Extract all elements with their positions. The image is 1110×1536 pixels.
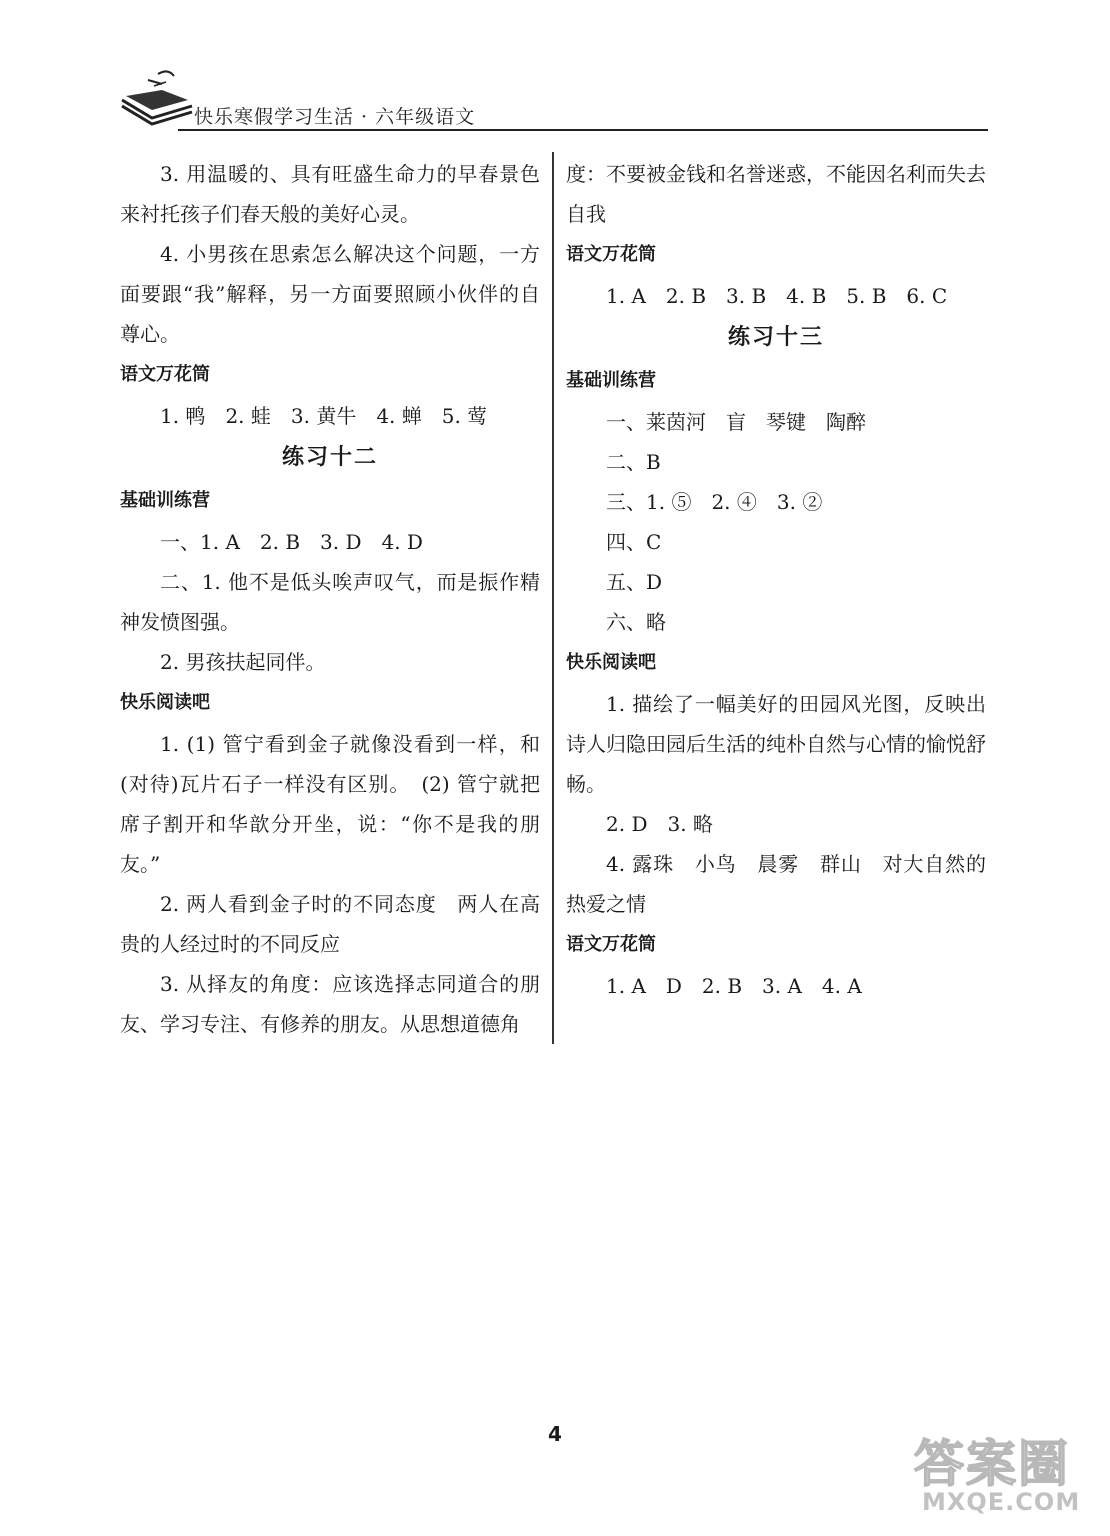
section-heading: 语文万花筒 xyxy=(566,244,656,265)
page-header xyxy=(118,66,988,136)
answer-paragraph: 六、略 xyxy=(606,610,666,634)
page-number: 4 xyxy=(548,1422,562,1446)
watermark-top-text: 答案圈 xyxy=(914,1435,1070,1493)
exercise-title: 练习十三 xyxy=(727,325,824,350)
exercise-title: 练习十二 xyxy=(281,445,378,470)
answer-paragraph: 四、C xyxy=(606,530,662,554)
watermark-logo xyxy=(904,1418,1094,1528)
watermark-bottom-text: MXQE.COM xyxy=(922,1488,1081,1516)
left-column xyxy=(120,154,540,1044)
answer-paragraph: 2. 两人看到金子时的不同态度 两人在高贵的人经过时的不同反应 xyxy=(120,892,540,956)
column-divider xyxy=(552,152,554,1044)
answer-paragraph: 1. A D 2. B 3. A 4. A xyxy=(606,974,862,998)
section-heading: 快乐阅读吧 xyxy=(120,692,210,713)
answer-paragraph: 五、D xyxy=(606,570,663,594)
section-heading: 语文万花筒 xyxy=(120,364,210,385)
answer-paragraph: 4. 小男孩在思索怎么解决这个问题，一方面要跟“我”解释，另一方面要照顾小伙伴的自尊心。 xyxy=(120,242,540,346)
answer-paragraph: 1. 描绘了一幅美好的田园风光图，反映出诗人归隐田园后生活的纯朴自然与心情的愉悦舒畅。 xyxy=(566,692,986,796)
section-heading: 基础训练营 xyxy=(120,490,210,511)
section-heading: 语文万花筒 xyxy=(566,934,656,955)
answer-paragraph: 一、1. A 2. B 3. D 4. D xyxy=(160,530,423,554)
answer-paragraph: 一、莱茵河 盲 琴键 陶醉 xyxy=(606,410,866,434)
answer-paragraph: 1. A 2. B 3. B 4. B 5. B 6. C xyxy=(606,284,948,308)
answer-paragraph: 1. 鸭 2. 蛙 3. 黄牛 4. 蝉 5. 莺 xyxy=(160,404,488,428)
answer-paragraph: 度：不要被金钱和名誉迷惑，不能因名利而失去自我 xyxy=(566,162,986,226)
answer-paragraph: 2. D 3. 略 xyxy=(606,812,713,836)
answer-paragraph: 1. (1) 管宁看到金子就像没看到一样，和(对待)瓦片石子一样没有区别。 (2) 管宁就把席子割开和华歆分开坐，说：“你不是我的朋友。” xyxy=(120,732,540,876)
answer-paragraph: 二、B xyxy=(606,450,661,474)
answer-paragraph: 2. 男孩扶起同伴。 xyxy=(160,650,326,674)
section-heading: 基础训练营 xyxy=(566,370,656,391)
answer-paragraph: 三、1. ⑤ 2. ④ 3. ② xyxy=(606,490,823,514)
header-title: 快乐寒假学习生活 · 六年级语文 xyxy=(194,106,476,128)
section-heading: 快乐阅读吧 xyxy=(566,652,656,673)
answer-paragraph: 3. 从择友的角度：应该选择志同道合的朋友、学习专注、有修养的朋友。从思想道德角 xyxy=(120,972,540,1036)
answer-paragraph: 4. 露珠 小鸟 晨雾 群山 对大自然的热爱之情 xyxy=(566,852,986,916)
answer-paragraph: 二、1. 他不是低头唉声叹气，而是振作精神发愤图强。 xyxy=(120,570,540,634)
answer-paragraph: 3. 用温暖的、具有旺盛生命力的早春景色来衬托孩子们春天般的美好心灵。 xyxy=(120,162,540,226)
book-logo-icon xyxy=(118,66,198,132)
right-column xyxy=(566,154,986,1006)
header-rule xyxy=(178,129,988,131)
